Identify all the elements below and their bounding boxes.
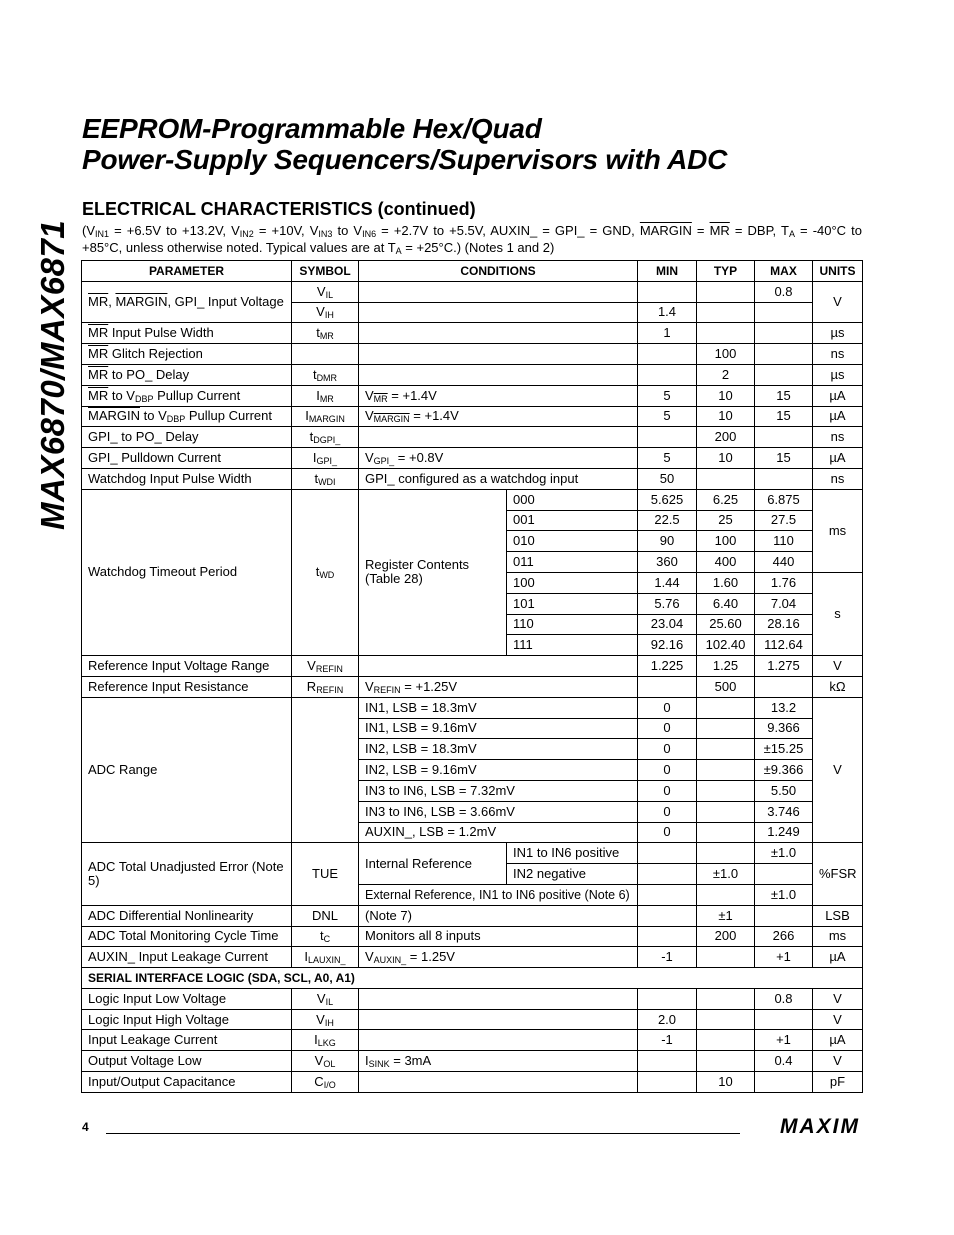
param-cell: $\overline{MR}$ Glitch Rejection [82,344,292,365]
table-row [82,926,863,947]
condition-cell: Internal Reference [359,843,507,885]
typ-cell: 2 [697,364,755,385]
header-max: MAX [755,261,813,282]
typ-cell: 10 [697,406,755,427]
code-cell: 010 [507,531,638,552]
code-cell: 110 [507,614,638,635]
min-cell: 5 [638,406,697,427]
param-cell: Output Voltage Low [82,1051,292,1072]
param-cell: Watchdog Input Pulse Width [82,468,292,489]
max-cell: 0.8 [755,281,813,302]
table-row [82,988,863,1009]
condition-cell: $V_{REFIN} = +1.25V$ [359,676,638,697]
symbol-cell: DNL [292,905,359,926]
param-cell: $\overline{MR}$, MARGIN, GPI_ Input Voltage [82,281,292,323]
param-cell: $\overline{MR}$ to $V_{DBP}$ Pullup Current [82,385,292,406]
title-line-1: EEPROM-Programmable Hex/Quad [82,113,542,144]
max-cell: +1 [755,947,813,968]
typ-cell: 102.40 [697,635,755,656]
units-cell: ns [813,468,863,489]
max-cell: 0.8 [755,988,813,1009]
units-cell: µs [813,323,863,344]
param-cell: Reference Input Resistance [82,676,292,697]
symbol-cell: $V_{IL}$ [292,281,359,302]
condition-cell: IN2, LSB = 9.16mV [359,760,638,781]
section-title: ELECTRICAL CHARACTERISTICS (continued) [82,199,476,219]
units-cell: s [813,572,863,655]
condition-cell: IN1, LSB = 9.16mV [359,718,638,739]
header-conditions: CONDITIONS [359,261,638,282]
condition-cell: (Note 7) [359,905,638,926]
condition-cell: IN1, LSB = 18.3mV [359,697,638,718]
symbol-cell: $V_{IH}$ [292,1009,359,1030]
min-cell: -1 [638,1030,697,1051]
param-cell: Logic Input Low Voltage [82,988,292,1009]
typ-cell: 25 [697,510,755,531]
typ-cell: 200 [697,926,755,947]
max-cell: 110 [755,531,813,552]
document-title [82,113,727,175]
min-cell: 0 [638,718,697,739]
header-symbol: SYMBOL [292,261,359,282]
units-cell: ms [813,926,863,947]
table-row [82,656,863,677]
max-cell: ±15.25 [755,739,813,760]
units-cell: V [813,281,863,323]
units-cell: µs [813,364,863,385]
symbol-cell: $V_{REFIN}$ [292,656,359,677]
symbol-cell: $V_{IL}$ [292,988,359,1009]
min-cell: 50 [638,468,697,489]
max-cell: 112.64 [755,635,813,656]
min-cell: 90 [638,531,697,552]
typ-cell: 100 [697,531,755,552]
param-cell: ADC Differential Nonlinearity [82,905,292,926]
symbol-cell: $V_{OL}$ [292,1051,359,1072]
section-row [82,968,863,989]
typ-cell: ±1 [697,905,755,926]
param-cell: ADC Total Unadjusted Error (Note 5) [82,843,292,905]
subcondition-cell: IN2 negative [507,864,638,885]
typ-cell: ±1.0 [697,864,755,885]
symbol-cell: $t_{MR}$ [292,323,359,344]
condition-cell: IN3 to IN6, LSB = 3.66mV [359,801,638,822]
max-cell: 0.4 [755,1051,813,1072]
param-cell: Logic Input High Voltage [82,1009,292,1030]
max-cell: 1.275 [755,656,813,677]
sidebar-part-number: MAX6870/MAX6871 [34,219,71,530]
units-cell: µA [813,406,863,427]
min-cell: -1 [638,947,697,968]
units-cell: V [813,988,863,1009]
typ-cell: 6.25 [697,489,755,510]
table-row [82,1030,863,1051]
header-min: MIN [638,261,697,282]
condition-cell: Monitors all 8 inputs [359,926,638,947]
table-row [82,676,863,697]
min-cell: 1 [638,323,697,344]
condition-cell: $V_{GPI\_} = +0.8V$ [359,448,638,469]
table-row [82,385,863,406]
max-cell: 266 [755,926,813,947]
symbol-cell: $t_C$ [292,926,359,947]
symbol-cell: $I_{LKG}$ [292,1030,359,1051]
min-cell: 23.04 [638,614,697,635]
min-cell: 5 [638,448,697,469]
min-cell: 0 [638,739,697,760]
condition-cell: AUXIN_, LSB = 1.2mV [359,822,638,843]
header-units: UNITS [813,261,863,282]
typ-cell: 200 [697,427,755,448]
max-cell: 1.76 [755,572,813,593]
min-cell: 2.0 [638,1009,697,1030]
param-cell: MARGIN to $V_{DBP}$ Pullup Current [82,406,292,427]
units-cell: V [813,1051,863,1072]
symbol-cell: $t_{WD}$ [292,489,359,655]
units-cell: ns [813,427,863,448]
units-cell: µA [813,947,863,968]
param-cell: GPI_ Pulldown Current [82,448,292,469]
table-row [82,489,863,510]
table-row [82,427,863,448]
max-cell: 6.875 [755,489,813,510]
condition-cell: IN3 to IN6, LSB = 7.32mV [359,780,638,801]
typ-cell: 10 [697,1072,755,1093]
electrical-characteristics-table [81,260,863,1093]
units-cell: V [813,656,863,677]
table-row [82,947,863,968]
typ-cell: 400 [697,552,755,573]
typ-cell: 25.60 [697,614,755,635]
subcondition-cell: IN1 to IN6 positive [507,843,638,864]
typ-cell: 10 [697,448,755,469]
condition-cell: $V_{\overline{MR}} = +1.4V$ [359,385,638,406]
max-cell: 7.04 [755,593,813,614]
symbol-cell: $C_{I/O}$ [292,1072,359,1093]
typ-cell: 10 [697,385,755,406]
max-cell: 1.249 [755,822,813,843]
typ-cell: 6.40 [697,593,755,614]
units-cell: ms [813,489,863,572]
param-cell: ADC Total Monitoring Cycle Time [82,926,292,947]
table-row [82,905,863,926]
table-row [82,1009,863,1030]
units-cell: V [813,1009,863,1030]
min-cell: 22.5 [638,510,697,531]
max-cell: 15 [755,448,813,469]
footer-rule [106,1133,740,1134]
table-row [82,468,863,489]
conditions-note: ($V_{IN1} = +6.5V$ to +13.2V, $V_{IN2} = +10V$, $V_{IN3}$ to $V_{IN6} = +2.7V$ to +5.5V, AUXIN_ = GPI_ = GND, MARGIN = $\overline{MR}$ = DBP, $T_A = -40^\circ C$ to +85°C, unless otherwise noted. Typical values are at $T_A = +25^\circ C$.) (Notes 1 and 2) [82,223,862,256]
units-cell: %FSR [813,843,863,905]
table-row [82,843,863,864]
symbol-cell: $I_{MARGIN}$ [292,406,359,427]
min-cell: 92.16 [638,635,697,656]
code-cell: 111 [507,635,638,656]
param-cell: $\overline{MR}$ Input Pulse Width [82,323,292,344]
max-cell: 9.366 [755,718,813,739]
symbol-cell: $I_{GPI\_}$ [292,448,359,469]
max-cell: ±9.366 [755,760,813,781]
min-cell: 360 [638,552,697,573]
param-cell: AUXIN_ Input Leakage Current [82,947,292,968]
units-cell: kΩ [813,676,863,697]
max-cell: 440 [755,552,813,573]
serial-section-heading: SERIAL INTERFACE LOGIC (SDA, SCL, A0, A1) [82,968,863,989]
units-cell: V [813,697,863,843]
symbol-cell: $t_{DMR}$ [292,364,359,385]
min-cell: 0 [638,822,697,843]
param-cell: Input Leakage Current [82,1030,292,1051]
max-cell: ±1.0 [755,884,813,905]
header-parameter: PARAMETER [82,261,292,282]
max-cell: 28.16 [755,614,813,635]
page-footer [82,1115,862,1137]
max-cell: 3.746 [755,801,813,822]
page-number: 4 [82,1120,89,1134]
units-cell: ns [813,344,863,365]
param-cell: GPI_ to PO_ Delay [82,427,292,448]
units-cell: LSB [813,905,863,926]
param-cell: ADC Range [82,697,292,843]
code-cell: 000 [507,489,638,510]
code-cell: 011 [507,552,638,573]
max-cell: +1 [755,1030,813,1051]
units-cell: µA [813,385,863,406]
table-row [82,323,863,344]
max-cell: 15 [755,406,813,427]
symbol-cell: $R_{REFIN}$ [292,676,359,697]
title-line-2: Power-Supply Sequencers/Supervisors with ADC [82,144,728,175]
condition-cell: IN2, LSB = 18.3mV [359,739,638,760]
condition-cell: Register Contents (Table 28) [359,489,507,655]
table-row [82,364,863,385]
symbol-cell: TUE [292,843,359,905]
symbol-cell: $V_{IH}$ [292,302,359,323]
min-cell: 5 [638,385,697,406]
condition-cell: GPI_ configured as a watchdog input [359,468,638,489]
symbol-cell: $t_{DGPI\_}$ [292,427,359,448]
code-cell: 101 [507,593,638,614]
min-cell: 5.625 [638,489,697,510]
min-cell: 1.4 [638,302,697,323]
max-cell: 15 [755,385,813,406]
symbol-cell: $I_{MR}$ [292,385,359,406]
condition-cell: External Reference, IN1 to IN6 positive (Note 6) [359,884,638,905]
condition-cell: $I_{SINK} = 3mA$ [359,1051,638,1072]
max-cell: ±1.0 [755,843,813,864]
max-cell: 27.5 [755,510,813,531]
min-cell: 1.44 [638,572,697,593]
min-cell: 5.76 [638,593,697,614]
typ-cell: 500 [697,676,755,697]
min-cell: 0 [638,780,697,801]
maxim-logo: MAXIM [780,1115,860,1138]
typ-cell: 100 [697,344,755,365]
code-cell: 001 [507,510,638,531]
table-row [82,406,863,427]
typ-cell: 1.25 [697,656,755,677]
param-cell: Reference Input Voltage Range [82,656,292,677]
symbol-cell: $I_{LAUXIN\_}$ [292,947,359,968]
table-row [82,281,863,302]
param-cell: Input/Output Capacitance [82,1072,292,1093]
condition-cell: $V_{AUXIN\_} = 1.25V$ [359,947,638,968]
header-row [82,261,863,282]
units-cell: µA [813,1030,863,1051]
table-row [82,448,863,469]
units-cell: pF [813,1072,863,1093]
symbol-cell: $t_{WDI}$ [292,468,359,489]
min-cell: 0 [638,801,697,822]
header-typ: TYP [697,261,755,282]
param-cell: Watchdog Timeout Period [82,489,292,655]
table-row [82,1072,863,1093]
min-cell: 0 [638,760,697,781]
table-row [82,1051,863,1072]
param-cell: $\overline{MR}$ to PO_ Delay [82,364,292,385]
max-cell: 13.2 [755,697,813,718]
condition-cell: $V_{MARGIN} = +1.4V$ [359,406,638,427]
max-cell: 5.50 [755,780,813,801]
units-cell: µA [813,448,863,469]
min-cell: 0 [638,697,697,718]
min-cell: 1.225 [638,656,697,677]
table-row [82,697,863,718]
code-cell: 100 [507,572,638,593]
table-row [82,344,863,365]
typ-cell: 1.60 [697,572,755,593]
